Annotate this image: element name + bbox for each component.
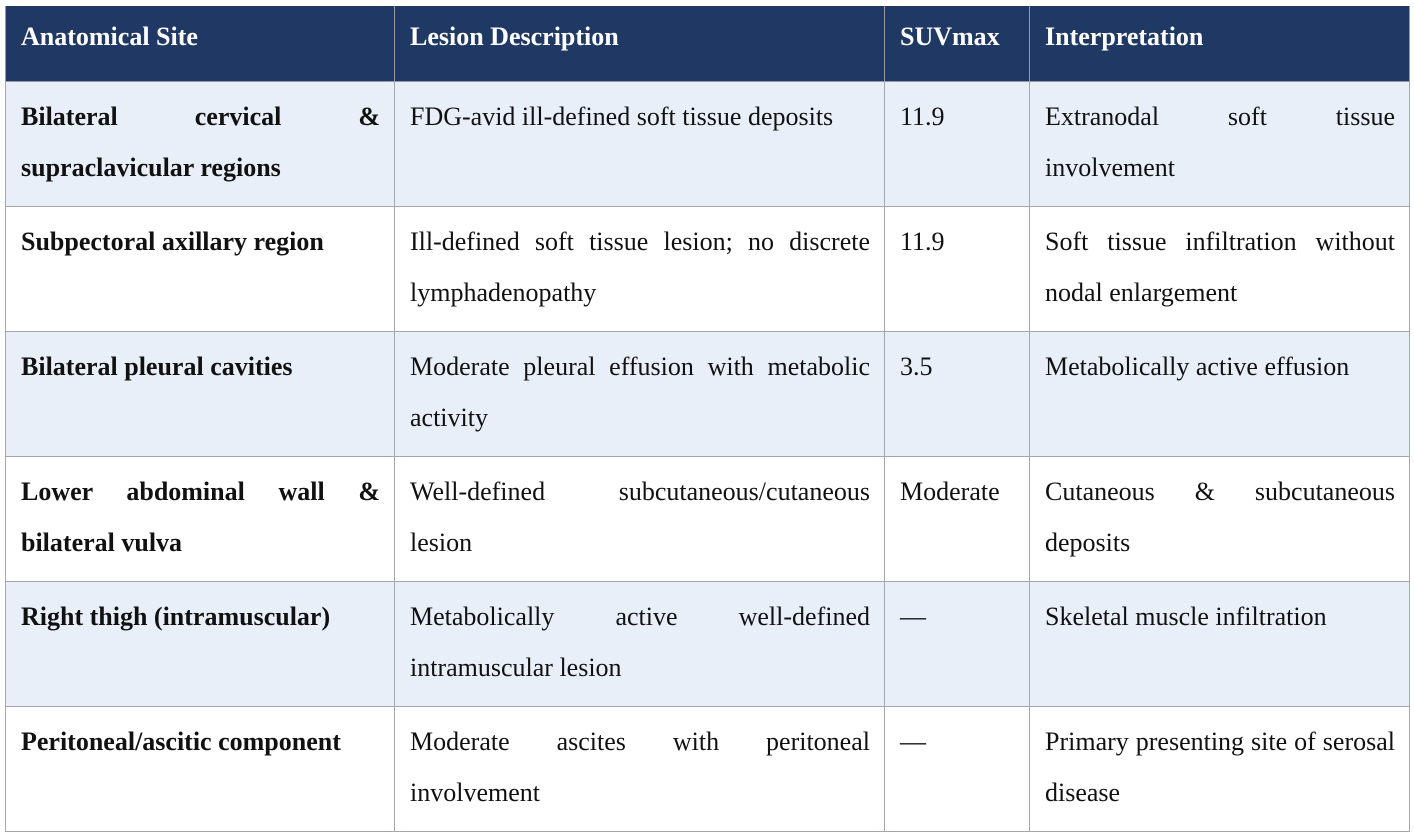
interpretation-cell: Skeletal muscle infiltration	[1030, 581, 1410, 706]
column-header-lesion-description: Lesion Description	[395, 6, 885, 81]
description-cell: Ill-defined soft tissue lesion; no discrete lymphadenopathy	[395, 206, 885, 331]
table-row	[6, 331, 1410, 456]
suvmax-cell: 3.5	[885, 331, 1030, 456]
description-cell: Metabolically active well-defined intramuscular lesion	[395, 581, 885, 706]
site-cell: Right thigh (intramuscular)	[6, 581, 395, 706]
interpretation-cell: Soft tissue infiltration without nodal enlargement	[1030, 206, 1410, 331]
site-cell: Lower abdominal wall & bilateral vulva	[6, 456, 395, 581]
table-row	[6, 456, 1410, 581]
description-cell: Well-defined subcutaneous/cutaneous lesion	[395, 456, 885, 581]
suvmax-cell: 11.9	[885, 81, 1030, 206]
table-row	[6, 206, 1410, 331]
site-cell: Bilateral pleural cavities	[6, 331, 395, 456]
interpretation-cell: Extranodal soft tissue involvement	[1030, 81, 1410, 206]
table-row	[6, 706, 1410, 831]
suvmax-cell: Moderate	[885, 456, 1030, 581]
findings-table	[5, 6, 1410, 832]
interpretation-cell: Primary presenting site of serosal disease	[1030, 706, 1410, 831]
site-cell: Subpectoral axillary region	[6, 206, 395, 331]
suvmax-cell: 11.9	[885, 206, 1030, 331]
column-header-interpretation: Interpretation	[1030, 6, 1410, 81]
interpretation-cell: Cutaneous & subcutaneous deposits	[1030, 456, 1410, 581]
suvmax-cell: —	[885, 581, 1030, 706]
site-cell: Bilateral cervical & supraclavicular regions	[6, 81, 395, 206]
table-header	[6, 6, 1410, 81]
suvmax-cell: —	[885, 706, 1030, 831]
column-header-anatomical-site: Anatomical Site	[6, 6, 395, 81]
site-cell: Peritoneal/ascitic component	[6, 706, 395, 831]
description-cell: Moderate ascites with peritoneal involvement	[395, 706, 885, 831]
table-row	[6, 81, 1410, 206]
header-row	[6, 6, 1410, 81]
description-cell: Moderate pleural effusion with metabolic activity	[395, 331, 885, 456]
table-row	[6, 581, 1410, 706]
table-body	[6, 81, 1410, 831]
description-cell: FDG-avid ill-defined soft tissue deposits	[395, 81, 885, 206]
interpretation-cell: Metabolically active effusion	[1030, 331, 1410, 456]
column-header-suvmax: SUVmax	[885, 6, 1030, 81]
